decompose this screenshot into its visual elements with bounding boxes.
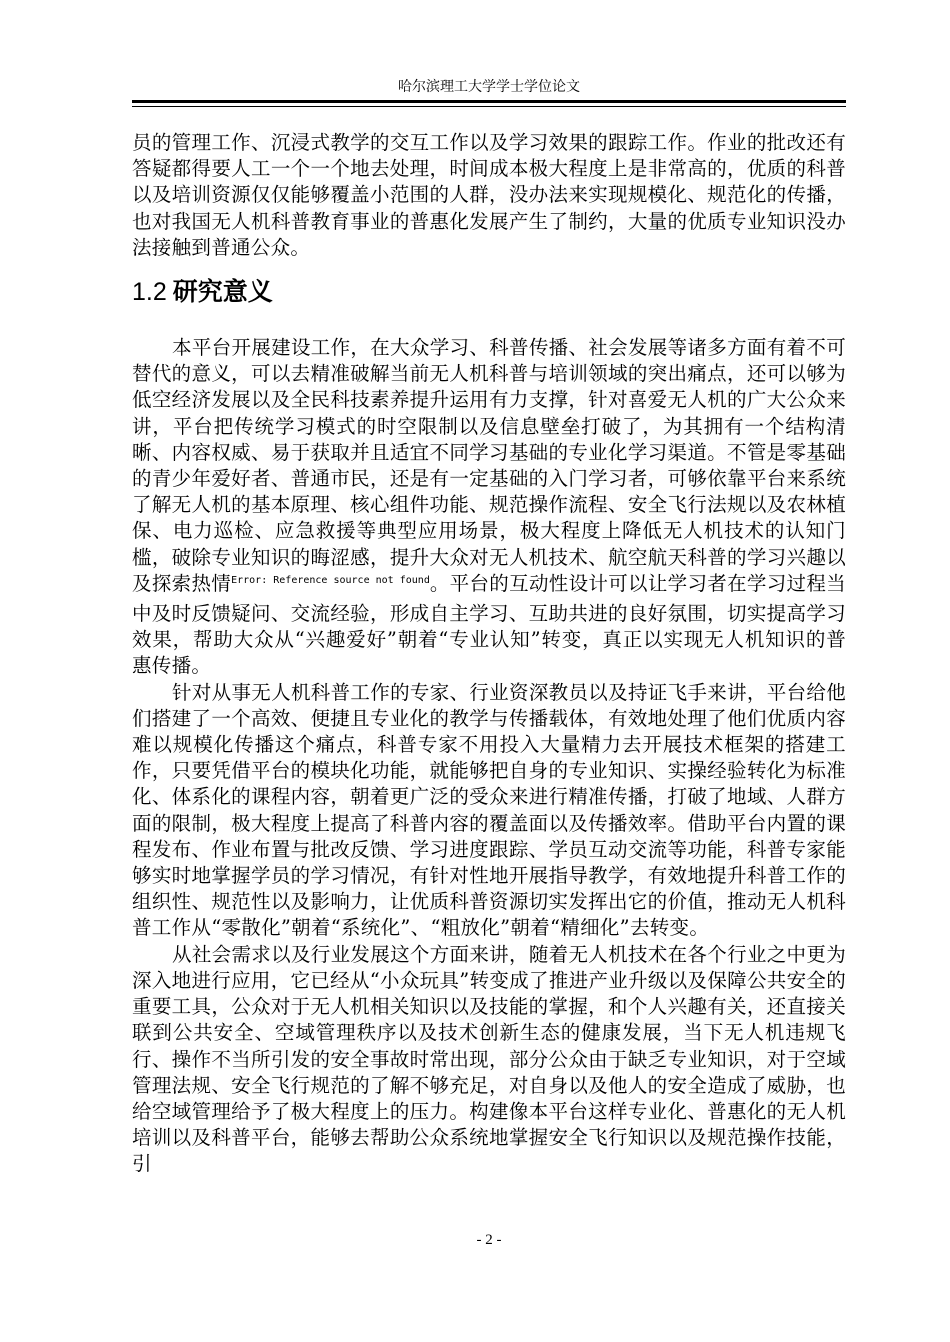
- page-number: - 2 -: [476, 1232, 502, 1248]
- page-body: [132, 130, 846, 1178]
- paragraph-3: 从社会需求以及行业发展这个方面来讲，随着无人机技术在各个行业之中更为深入地进行应用，它已经从“小众玩具”转变成了推进产业升级以及保障公共安全的重要工具，公众对于无人机相关知识以及技能的掌握，和个人兴趣有关，还直接关联到公共安全、空域管理秩序以及技术创新生态的健康发展，当下无人机违规飞行、操作不当所引发的安全事故时常出现，部分公众由于缺乏专业知识，对于空域管理法规、安全飞行规范的了解不够充足，对自身以及他人的安全造成了威胁，也给空域管理给予了极大程度上的压力。构建像本平台这样专业化、普惠化的无人机培训以及科普平台，能够去帮助公众系统地掌握安全飞行知识以及规范操作技能，引: [132, 942, 846, 1176]
- paragraph-1: [132, 335, 846, 680]
- section-heading: [132, 275, 846, 309]
- paragraph-1-text-before: 本平台开展建设工作，在大众学习、科普传播、社会发展等诸多方面有着不可替代的意义，可以去精准破解当前无人机科普与培训领域的突出痛点，还可以够为低空经济发展以及全民科技素养提升运用有力支撑，针对喜爱无人机的广大公众来讲，平台把传统学习模式的时空限制以及信息壁垒打破了，为其拥有一个结构清晰、内容权威、易于获取并且适宜不同学习基础的专业化学习渠道。不管是零基础的青少年爱好者、普通市民，还是有一定基础的入门学习者，可够依靠平台来系统了解无人机的基本原理、核心组件功能、规范操作流程、安全飞行法规以及农林植保、电力巡检、应急救援等典型应用场景，极大程度上降低无人机技术的认知门槛，破除专业知识的晦涩感，提升大众对无人机技术、航空航天科普的学习兴趣以及探索热情: [132, 336, 846, 595]
- section-title: 研究意义: [172, 277, 273, 307]
- header-rule-thin: [132, 106, 846, 107]
- paragraph-2: 针对从事无人机科普工作的专家、行业资深教员以及持证飞手来讲，平台给他们搭建了一个高效、便捷且专业化的教学与传播载体，有效地处理了他们优质内容难以规模化传播这个痛点，科普专家不用投入大量精力去开展技术框架的搭建工作，只要凭借平台的模块化功能，就能够把自身的专业知识、实操经验转化为标准化、体系化的课程内容，朝着更广泛的受众来进行精准传播，打破了地域、人群方面的限制，极大程度上提高了科普内容的覆盖面以及传播效率。借助平台内置的课程发布、作业布置与批改反馈、学习进度跟踪、学员互动交流等功能，科普专家能够实时地掌握学员的学习情况，有针对性地开展指导教学，有效地提升科普工作的组织性、规范性以及影响力，让优质科普资源切实发挥出它的价值，推动无人机科普工作从“零散化”朝着“系统化”、“粗放化”朝着“精细化”去转变。: [132, 680, 846, 940]
- paragraph-1-text-after: 。平台的互动性设计可以让学习者在学习过程当中及时反馈疑问、交流经验，形成自主学习、互助共进的良好氛围，切实提高学习效果，帮助大众从“兴趣爱好”朝着“专业认知”转变，真正以实现无人机知识的普惠传播。: [132, 571, 846, 678]
- section-number: 1.2: [132, 278, 167, 307]
- running-header: 哈尔滨理工大学学士学位论文: [398, 79, 580, 95]
- citation-error: Error: Reference source not found: [231, 574, 430, 586]
- header-rule-thick: [132, 100, 846, 103]
- intro-paragraph: 员的管理工作、沉浸式教学的交互工作以及学习效果的跟踪工作。作业的批改还有答疑都得要人工一个一个地去处理，时间成本极大程度上是非常高的，优质的科普以及培训资源仅仅能够覆盖小范围的人群，没办法来实现规模化、规范化的传播，也对我国无人机科普教育事业的普惠化发展产生了制约，大量的优质专业知识没办法接触到普通公众。: [132, 131, 846, 259]
